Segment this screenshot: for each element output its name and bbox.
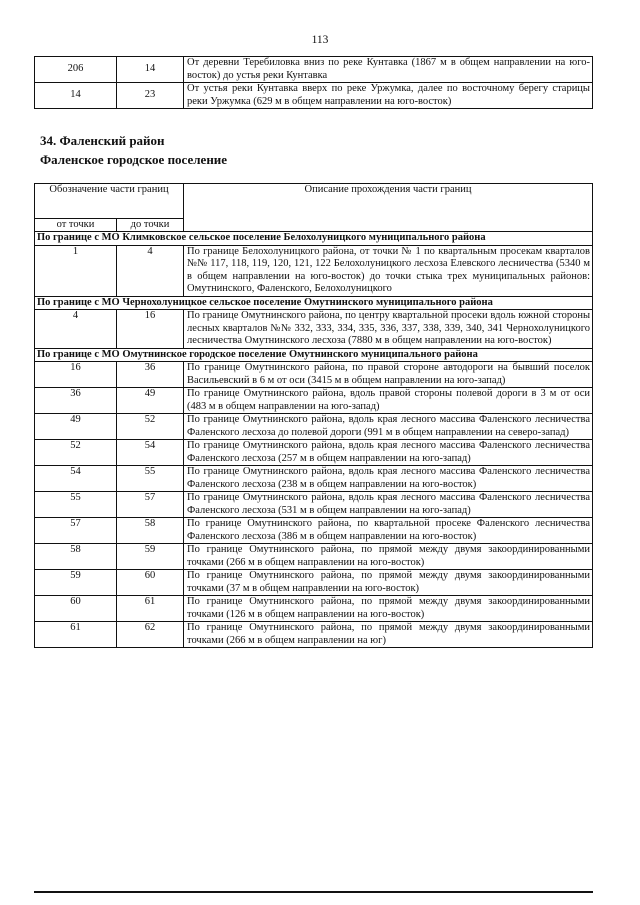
table-row (35, 83, 593, 109)
description-header: Описание прохождения части границ (184, 184, 593, 232)
to-point-cell: 57 (117, 492, 184, 518)
from-point-cell: 49 (35, 414, 117, 440)
description-cell: По границе Омутнинского района, по прямой между двумя закоординированными точками (126 м в общем направлении на юго-восток) (184, 596, 593, 622)
description-cell: По границе Белохолуницкого района, от точки № 1 по квартальным просекам кварталов №№ 117, 118, 119, 120, 121, 122 Белохолуницкого лесхоза Елевского лесничества (5340 м в общем направлении на юго-восток) до точки стыка трех муниципальных районов: Омутнинского, Фаленского, Белохолуницкого (184, 245, 593, 296)
table-row (35, 388, 593, 414)
boundary-table-body (35, 232, 593, 648)
to-point-cell: 58 (117, 518, 184, 544)
page-number: 113 (311, 34, 329, 46)
boundary-table (34, 183, 593, 648)
section-row (35, 232, 593, 246)
from-point-cell: 36 (35, 388, 117, 414)
to-point-cell: 52 (117, 414, 184, 440)
to-point-cell: 14 (117, 57, 184, 83)
description-cell: По границе Омутнинского района, по прямой между двумя закоординированными точками (266 м в общем направлении на юго-восток) (184, 544, 593, 570)
table-row (35, 414, 593, 440)
description-cell: По границе Омутнинского района, по прямой между двумя закоординированными точками (266 м в общем направлении на юг) (184, 622, 593, 648)
table-row (35, 362, 593, 388)
description-cell: По границе Омутнинского района, вдоль края лесного массива Фаленского лесничества Фаленского лесхоза (531 м в общем направлении на юго-запад) (184, 492, 593, 518)
to-point-cell: 16 (117, 310, 184, 349)
description-cell: От устья реки Кунтавка вверх по реке Уржумка, далее по восточному берегу старицы реки Уржумка (629 м в общем направлении на юго-восток) (184, 83, 593, 109)
description-cell: По границе Омутнинского района, по прямой между двумя закоординированными точками (37 м в общем направлении на юго-восток) (184, 570, 593, 596)
designation-header: Обозначение части границ (35, 184, 184, 219)
from-point-cell: 52 (35, 440, 117, 466)
table-row (35, 518, 593, 544)
section-title: По границе с МО Чернохолуницкое сельское поселение Омутнинского муниципального района (35, 296, 593, 310)
section-title: По границе с МО Климковское сельское поселение Белохолуницкого муниципального района (35, 232, 593, 246)
from-point-cell: 58 (35, 544, 117, 570)
district-heading: 34. Фаленский район (40, 133, 165, 148)
from-point-cell: 59 (35, 570, 117, 596)
to-point-cell: 4 (117, 245, 184, 296)
description-cell: По границе Омутнинского района, по квартальной просеке Фаленского лесничества Фаленского лесхоза (386 м в общем направлении на юго-восток) (184, 518, 593, 544)
description-cell: По границе Омутнинского района, по центру квартальной просеки вдоль южной стороны лесных кварталов №№ 332, 333, 334, 335, 336, 337, 338, 339, 340, 341 Чернохолуницкого лесничества Омутнинского лесхоза (7880 м в общем направлении на юго-восток) (184, 310, 593, 349)
table-row (35, 622, 593, 648)
table-row (35, 245, 593, 296)
to-point-cell: 61 (117, 596, 184, 622)
from-point-cell: 14 (35, 83, 117, 109)
description-cell: По границе Омутнинского района, вдоль края лесного массива Фаленского лесничества Фаленского лесхоза (257 м в общем направлении на юго-запад) (184, 440, 593, 466)
description-cell: От деревни Теребиловка вниз по реке Кунтавка (1867 м в общем направлении на юго-восток) до устья реки Кунтавка (184, 57, 593, 83)
to-point-cell: 36 (117, 362, 184, 388)
from-point-header: от точки (35, 219, 117, 232)
to-point-cell: 59 (117, 544, 184, 570)
table-row (35, 570, 593, 596)
section-row (35, 296, 593, 310)
settlement-heading: Фаленское городское поселение (40, 152, 228, 167)
to-point-header: до точки (117, 219, 184, 232)
to-point-cell: 49 (117, 388, 184, 414)
to-point-cell: 54 (117, 440, 184, 466)
section-row (35, 348, 593, 362)
description-cell: По границе Омутнинского района, вдоль края лесного массива Фаленского лесничества Фаленского лесхоза (238 м в общем направлении на юго-восток) (184, 466, 593, 492)
from-point-cell: 55 (35, 492, 117, 518)
to-point-cell: 23 (117, 83, 184, 109)
table-row (35, 596, 593, 622)
description-cell: По границе Омутнинского района, вдоль края лесного массива Фаленского лесничества Фаленского лесхоза до полевой дороги (991 м в общем направлении на северо-запад) (184, 414, 593, 440)
to-point-cell: 60 (117, 570, 184, 596)
section-title: По границе с МО Омутнинское городское поселение Омутнинского муниципального района (35, 348, 593, 362)
description-cell: По границе Омутнинского района, по правой стороне автодороги на бывший поселок Васильевский в 6 м от оси (3415 м в общем направлении на юго-запад) (184, 362, 593, 388)
table-row (35, 544, 593, 570)
from-point-cell: 60 (35, 596, 117, 622)
table-row (35, 440, 593, 466)
to-point-cell: 62 (117, 622, 184, 648)
from-point-cell: 61 (35, 622, 117, 648)
from-point-cell: 1 (35, 245, 117, 296)
description-cell: По границе Омутнинского района, вдоль правой стороны полевой дороги в 3 м от оси (483 м в общем направлении на юго-запад) (184, 388, 593, 414)
from-point-cell: 54 (35, 466, 117, 492)
continuation-table (34, 56, 593, 109)
boundary-table-header (35, 184, 593, 232)
continuation-table-body (35, 57, 593, 109)
to-point-cell: 55 (117, 466, 184, 492)
from-point-cell: 57 (35, 518, 117, 544)
table-row (35, 310, 593, 349)
table-row (35, 492, 593, 518)
from-point-cell: 4 (35, 310, 117, 349)
table-row (35, 466, 593, 492)
table-row (35, 57, 593, 83)
from-point-cell: 16 (35, 362, 117, 388)
page-bottom-rule (34, 891, 593, 893)
from-point-cell: 206 (35, 57, 117, 83)
